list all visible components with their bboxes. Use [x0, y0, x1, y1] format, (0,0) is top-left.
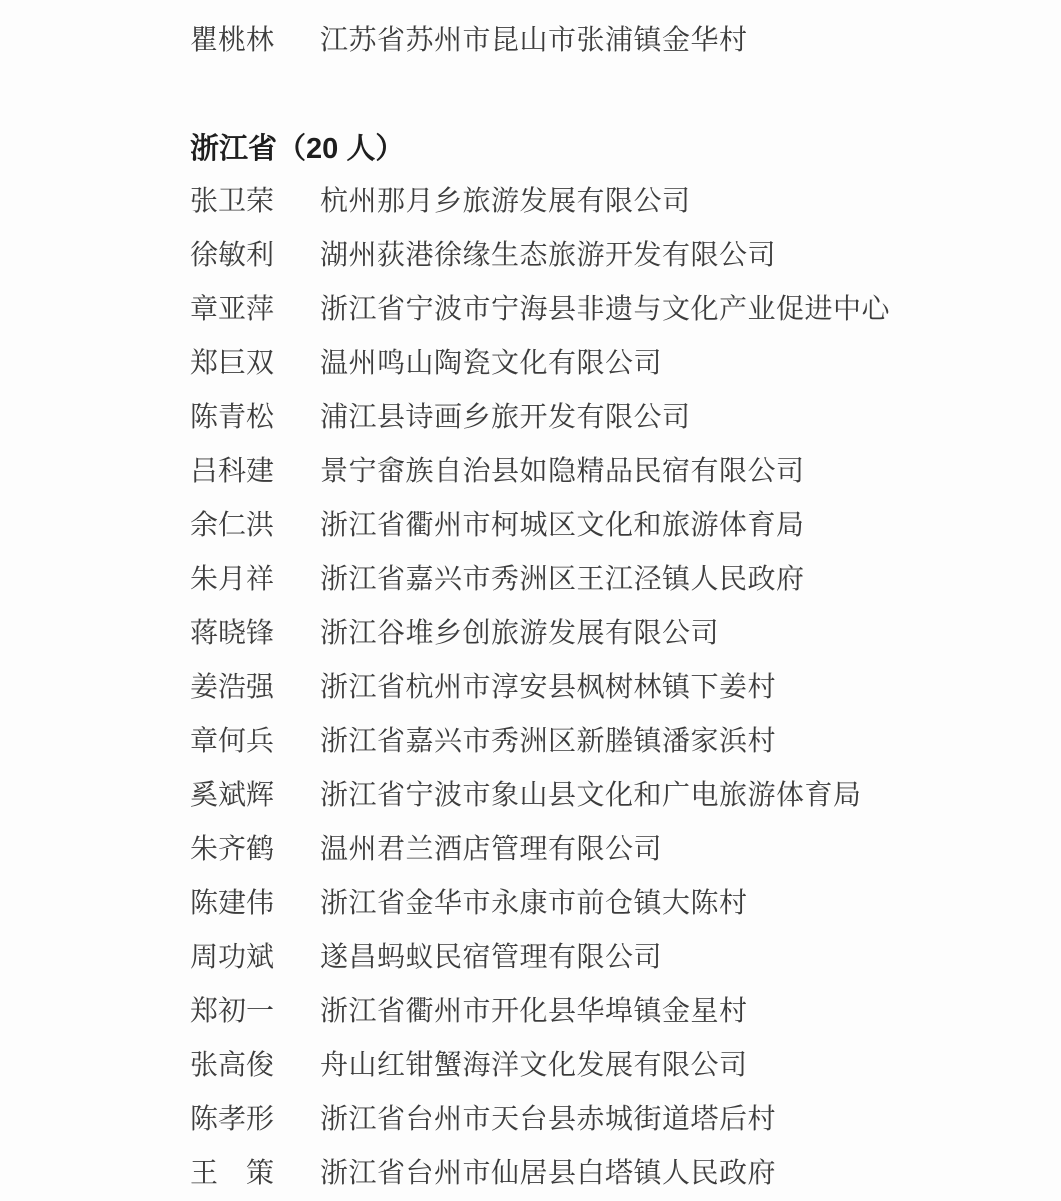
person-organization: 浙江省台州市天台县赤城街道塔后村 — [320, 1104, 777, 1135]
person-name: 陈青松 — [190, 402, 275, 433]
person-name: 张高俊 — [190, 1050, 275, 1081]
person-organization: 江苏省苏州市昆山市张浦镇金华村 — [320, 25, 748, 56]
person-name: 朱齐鹤 — [190, 834, 275, 865]
person-name: 余仁洪 — [190, 510, 275, 541]
person-organization: 湖州荻港徐缘生态旅游开发有限公司 — [320, 240, 777, 271]
prev-section-last-row — [190, 14, 748, 68]
person-name: 章亚萍 — [190, 294, 275, 325]
person-name: 姜浩强 — [190, 672, 275, 703]
person-name: 章何兵 — [190, 726, 275, 757]
entry-row — [190, 769, 1061, 823]
person-organization: 浙江谷堆乡创旅游发展有限公司 — [320, 618, 720, 649]
person-organization: 浦江县诗画乡旅开发有限公司 — [320, 402, 691, 433]
entry-list — [190, 175, 1061, 1201]
person-name: 郑巨双 — [190, 348, 275, 379]
person-organization: 浙江省嘉兴市秀洲区新塍镇潘家浜村 — [320, 726, 777, 757]
entry-row — [190, 175, 1061, 229]
person-organization: 浙江省衢州市开化县华埠镇金星村 — [320, 996, 748, 1027]
entry-row — [190, 931, 1061, 985]
entry-row — [190, 553, 1061, 607]
entry-row — [190, 229, 1061, 283]
entry-row — [190, 337, 1061, 391]
person-organization: 景宁畲族自治县如隐精品民宿有限公司 — [320, 456, 805, 487]
person-organization: 杭州那月乡旅游发展有限公司 — [320, 186, 691, 217]
entry-row — [190, 445, 1061, 499]
person-organization: 温州鸣山陶瓷文化有限公司 — [320, 348, 663, 379]
person-organization: 遂昌蚂蚁民宿管理有限公司 — [320, 942, 663, 973]
person-organization: 浙江省杭州市淳安县枫树林镇下姜村 — [320, 672, 777, 703]
entry-row — [190, 985, 1061, 1039]
person-name: 周功斌 — [190, 942, 275, 973]
person-organization: 浙江省宁波市宁海县非遗与文化产业促进中心 — [320, 294, 891, 325]
person-name: 郑初一 — [190, 996, 275, 1027]
entry-row — [190, 1093, 1061, 1147]
person-organization: 温州君兰酒店管理有限公司 — [320, 834, 663, 865]
person-name: 蒋晓锋 — [190, 618, 275, 649]
person-organization: 浙江省台州市仙居县白塔镇人民政府 — [320, 1158, 777, 1189]
person-organization: 浙江省衢州市柯城区文化和旅游体育局 — [320, 510, 805, 541]
section-header: 浙江省（20 人） — [190, 133, 405, 165]
person-name: 吕科建 — [190, 456, 275, 487]
person-organization: 浙江省宁波市象山县文化和广电旅游体育局 — [320, 780, 862, 811]
entry-row — [190, 499, 1061, 553]
person-name: 王 策 — [190, 1158, 275, 1189]
entry-row — [190, 1147, 1061, 1201]
person-name: 徐敏利 — [190, 240, 275, 271]
person-name: 陈建伟 — [190, 888, 275, 919]
person-name: 奚斌辉 — [190, 780, 275, 811]
person-organization: 浙江省金华市永康市前仓镇大陈村 — [320, 888, 748, 919]
entry-row — [190, 715, 1061, 769]
person-name: 陈孝形 — [190, 1104, 275, 1135]
person-organization: 浙江省嘉兴市秀洲区王江泾镇人民政府 — [320, 564, 805, 595]
person-name: 朱月祥 — [190, 564, 275, 595]
entry-row — [190, 283, 1061, 337]
entry-row — [190, 391, 1061, 445]
person-organization: 舟山红钳蟹海洋文化发展有限公司 — [320, 1050, 748, 1081]
person-name: 瞿桃林 — [190, 25, 275, 56]
entry-row — [190, 823, 1061, 877]
entry-row — [190, 1039, 1061, 1093]
entry-row — [190, 607, 1061, 661]
person-name: 张卫荣 — [190, 186, 275, 217]
entry-row — [190, 661, 1061, 715]
entry-row — [190, 877, 1061, 931]
